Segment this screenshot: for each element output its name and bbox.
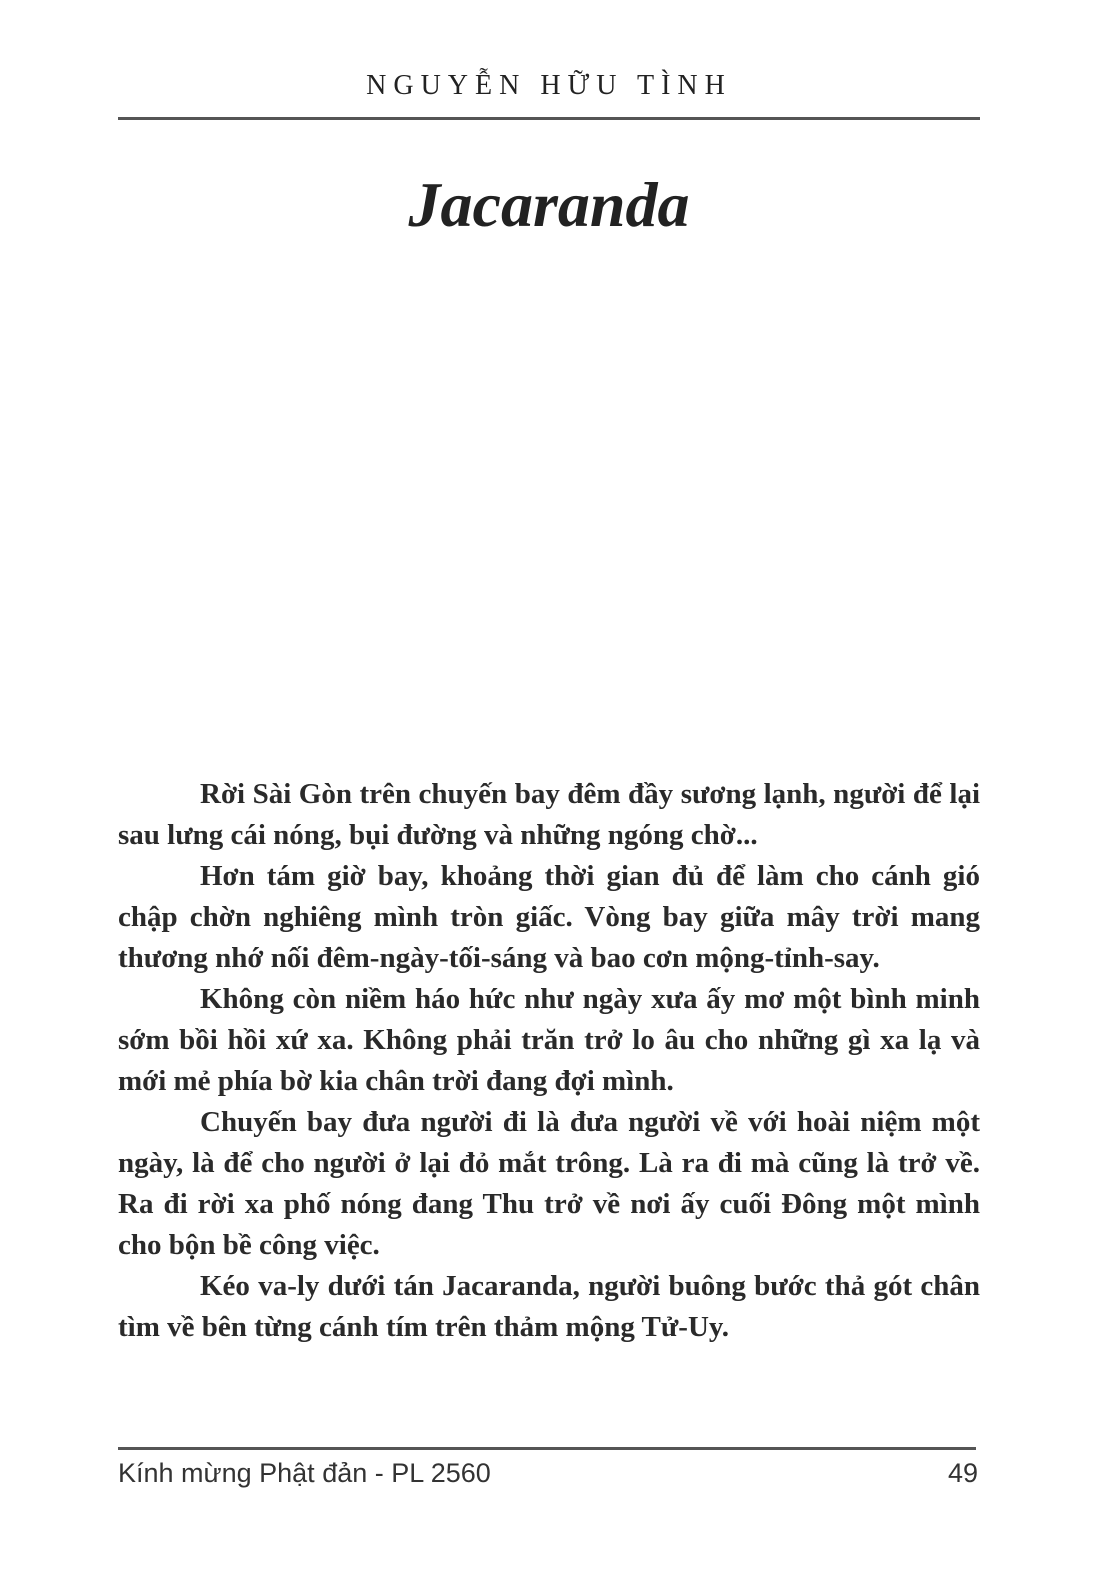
footer-publication: Kính mừng Phật đản - PL 2560 xyxy=(118,1458,491,1488)
paragraph: Không còn niềm háo hức như ngày xưa ấy mơ một bình minh sớm bồi hồi xứ xa. Không phải trăn trở lo âu cho những gì xa lạ và mới mẻ phía bờ kia chân trời đang đợi mình. xyxy=(118,983,980,1097)
paragraph: Rời Sài Gòn trên chuyến bay đêm đầy sương lạnh, người để lại sau lưng cái nóng, bụi đường và những ngóng chờ... xyxy=(118,778,980,851)
article-title: Jacaranda xyxy=(408,169,690,240)
paragraph: Kéo va-ly dưới tán Jacaranda, người buông bước thả gót chân tìm về bên từng cánh tím trên thảm mộng Tử-Uy. xyxy=(118,1270,980,1343)
footer-divider xyxy=(118,1447,976,1450)
paragraph: Hơn tám giờ bay, khoảng thời gian đủ để làm cho cánh gió chập chờn nghiêng mình tròn giấc. Vòng bay giữa mây trời mang thương nhớ nối đêm-ngày-tối-sáng và bao cơn mộng-tỉnh-say. xyxy=(118,860,980,974)
paragraph: Chuyến bay đưa người đi là đưa người về với hoài niệm một ngày, là để cho người ở lại đỏ mắt trông. Là ra đi mà cũng là trở về. Ra đi rời xa phố nóng đang Thu trở về nơi ấy cuối Đông một mình cho bộn bề công việc. xyxy=(118,1106,980,1261)
page-number: 49 xyxy=(947,1458,978,1488)
article-body xyxy=(118,774,980,1348)
header-divider xyxy=(118,117,980,120)
running-header-author: NGUYỄN HỮU TÌNH xyxy=(366,70,732,101)
